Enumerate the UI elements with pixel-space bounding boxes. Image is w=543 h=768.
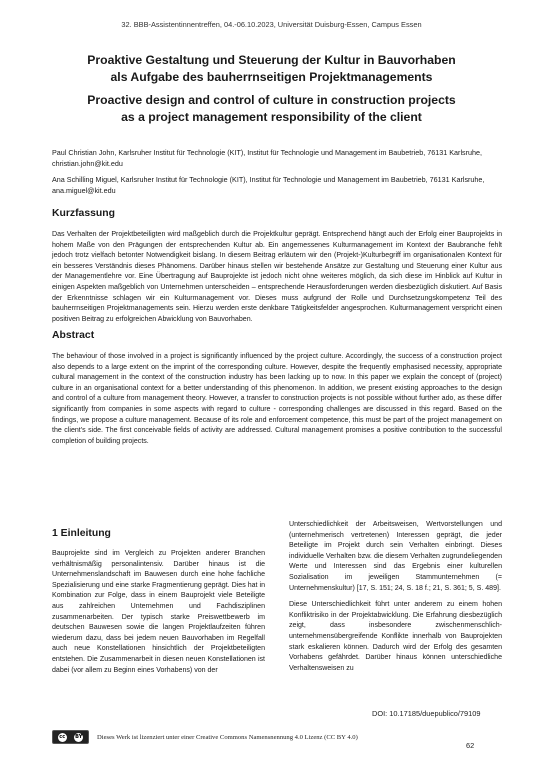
title-german-line2: als Aufgabe des bauherrnseitigen Projektmanagements (110, 70, 433, 84)
kurzfassung-text: Das Verhalten der Projektbeteiligten wird maßgeblich durch die Projektkultur geprägt. Entsprechend hängt auch der Erfolg einer Bauprojekts in hohem Maße von den Prägungen der entsprechenden Kultur ab. Ein angemessenes Kulturmanagement im Kontext der Baubranche fehlt jedoch trotz vielfach betonter Notwendigkeit bislang. In diesem Beitrag erläutern wir den (Projekt-)Kulturbegriff im organisationalen Kontext für ein besseres Verständnis dieses Phänomens. Darüber hinaus stellen wir bestehende Ansätze zur Gestaltung und Steuerung einer Kultur aus der Managementlehre vor. Eine Übertragung auf Bauprojekte ist jedoch nicht ohne weiteres möglich, da sich diese im Hinblick auf Kultur in einigen Aspekten maßgeblich von Unternehmen unterscheiden – entsprechende Herausforderungen werden diesbezüglich diskutiert. Auf Basis der Erkenntnisse schlagen wir ein Kulturmanagement vor. Dieses muss aufgrund der Rolle und Durchsetzungskompetenz Teil des bauherrnseitigen Projektmanagements sein. Hierzu werden erste denkbare Tätigkeitsfelder angesprochen. Kulturmanagement verspricht einen positiven Beitrag zu erfolgreichen Abwicklung von Bauvorhaben. (52, 231, 502, 323)
einleitung-paragraph: Unterschiedlichkeit der Arbeitsweisen, Wertvorstellungen und (unternehmerisch vertretenen) Interessen geprägt, die jeder Beteiligte im Projekt durch sein Verhalten einbringt. Dieses individuelle Verhalten bzw. die diesem Verhalten zugrundeliegenden Werte und Interessen sind das Ergebnis einer kulturellen Sozialisation im jeweiligen Stammunternehmen (= Unternehmenskultur) [17, S. 151; 24, S. 18 f.; 21, S. 361; 5, S. 489]. (289, 521, 502, 592)
license-footer (52, 730, 358, 744)
abstract-heading: Abstract (52, 330, 95, 341)
author-entry: Ana Schilling Miguel, Karlsruher Institut für Technologie (KIT), Institut für Technologie und Management im Baubetrieb, 76131 Karlsruhe, ana.miguel@kit.edu (52, 175, 485, 195)
doi-link[interactable]: DOI: 10.17185/duepublico/79109 (372, 709, 481, 718)
kurzfassung-heading: Kurzfassung (52, 208, 115, 219)
author-list (52, 148, 502, 202)
license-text: Dieses Werk ist lizenziert unter einer Creative Commons Namensnennung 4.0 Lizenz (CC BY 4.0) (97, 733, 358, 741)
by-icon: BY (75, 734, 83, 740)
title-english-line1: Proactive design and control of culture in construction projects (87, 93, 456, 107)
author-entry: Paul Christian John, Karlsruher Institut für Technologie (KIT), Institut für Technologie und Management im Baubetrieb, 76131 Karlsruhe, christian.john@kit.edu (52, 148, 483, 168)
title-english-line2: as a project management responsibility of the client (121, 110, 422, 124)
einleitung-paragraph: Diese Unterschiedlichkeit führt unter anderem zu einem hohen Konfliktrisiko in der Projektabwicklung. Die Erfahrung diesbezüglich zeigt, dass insbesondere zwischenmenschlich-unternehmensübergreifende Konflikte innerhalb von Bauprojekten stark eskalieren können. Dadurch wird der Erfolg des gesamten Vorhabens gefährdet. Darüber hinaus können unterschiedliche Verhaltensweisen zu (289, 601, 502, 672)
einleitung-right-column (289, 520, 502, 680)
title-german (40, 52, 503, 86)
einleitung-paragraph: Bauprojekte sind im Vergleich zu Projekten anderer Branchen verhältnismäßig personalintensiv. Darüber hinaus ist die Unternehmenslandschaft im Bauwesen durch eine hohe fachliche Spezialisierung und eine starke Fragmentierung geprägt. Dies hat in Kombination zur Folge, dass in einem Bauprojekt viele Beteiligte aus zahlreichen Unternehmen und Fachdisziplinen zusammenarbeiten. Der typisch starke Preiswettbewerb im deutschen Bauwesen sowie die langen Projektlaufzeiten führen wiederum dazu, dass bei jedem neuen Bauvorhaben im Regelfall auch neue Konstellationen hinsichtlich der Projektbeteiligten entstehen. Die Zusammenarbeit in diesen neuen Konstellationen ist dabei (vor allem zu Beginn eines Vorhabens) von der (52, 550, 265, 674)
title-german-line1: Proaktive Gestaltung und Steuerung der Kultur in Bauvorhaben (87, 53, 456, 67)
page-number: 62 (466, 741, 475, 750)
einleitung-left-column (52, 549, 265, 682)
cc-icon: cc (59, 734, 66, 740)
title-block (40, 52, 503, 126)
einleitung-heading: 1 Einleitung (52, 528, 111, 539)
abstract-text: The behaviour of those involved in a project is significantly influenced by the project culture. Accordingly, the success of a construction project also depends to a large extent on the imprint of the corresponding culture. However, despite the frequently emphasised necessity, appropriate cultural management in the context of the construction industry has been lacking up to now. In this paper we explain the concept of (project) culture in an organisational context for a better understanding of this phenomenon. In addition, we present existing approaches to the design and control of a culture from management theory. However, a transfer to construction projects is not possible without further ado, as these differ significantly from companies in some aspects with regard to culture - corresponding challenges are discussed in this regard. Based on the findings, we propose a culture management. Because of its role and enforcement competence, this must be part of the project management on the client's side. The first conceivable fields of activity are addressed. Cultural management promises a positive contribution to the successful completion of building projects. (52, 353, 502, 445)
cc-by-license-icon[interactable] (52, 730, 89, 744)
title-english (40, 92, 503, 126)
running-head: 32. BBB-Assistentinnentreffen, 04.-06.10.2023, Universität Duisburg-Essen, Campus Essen (121, 20, 422, 29)
